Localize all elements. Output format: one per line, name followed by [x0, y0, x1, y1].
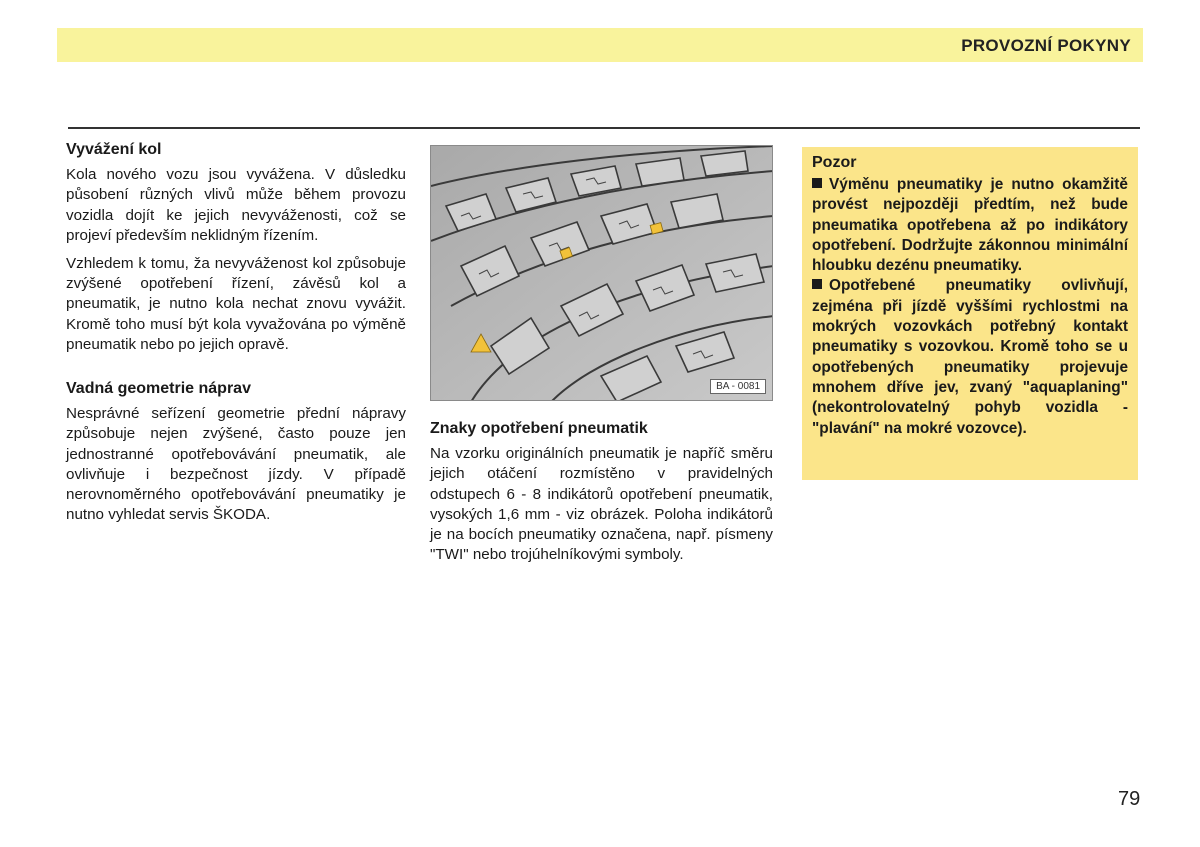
section-heading-axle-geometry: Vadná geometrie náprav [66, 380, 251, 398]
section-heading-wheel-balancing: Vyvážení kol [66, 141, 162, 158]
paragraph: Kola nového vozu jsou vyvážena. V důsledku působení různých vlivů může během provozu vozidla dojít ke jejich nevyváženosti, což se projeví především neklidným řízením. [66, 166, 406, 244]
warning-item-text: Opotřebené pneumatiky ovlivňují, zejména při jízdě vyššími rychlostmi na mokrých vozovkách potřebný kontakt pneumatiky s vozovkou. Kromě toho se u opotřebených pneumatiky projevuje mnohem dříve jev, zvaný "aquaplaning" (nekontrolovatelný pohyb vozidla - "plavání" na mokré vozovce). [812, 277, 1128, 437]
warning-box [802, 147, 1138, 480]
warning-title: Pozor [812, 154, 857, 171]
bullet-square-icon [812, 279, 822, 289]
middle-column [430, 145, 773, 565]
warning-item [812, 276, 1128, 438]
paragraph: Vzhledem k tomu, ža nevyváženost kol způsobuje zvýšené opotřebení řízení, závěsů kol a pneumatik, je nutno kola nechat znovu vyvážit. Kromě toho musí být kola vyvažována po výměně pneumatik nebo po jejich opravě. [66, 255, 406, 353]
warning-item [812, 175, 1128, 276]
warning-item-text: Výměnu pneumatiky je nutno okamžitě provést nejpozději předtím, než bude pneumatika opotřebena až po indikátory opotřebení. Dodržujte zákonnou minimální hloubku dezénu pneumatiky. [812, 176, 1128, 275]
paragraph: Na vzorku originálních pneumatik je napříč směru jejich otáčení rozmístěno v pravidelných odstupech 6 - 8 indikátorů opotřebení pneumatik, vysokých 1,6 mm - viz obrázek. Poloha indikátorů je na bocích pneumatiky označena, např. písmeny "TWI" nebo trojúhelníkovými symboly. [430, 445, 773, 564]
page-number: 79 [1118, 788, 1141, 810]
figure-label: BA - 0081 [710, 379, 766, 394]
paragraph: Nesprávné seřízení geometrie přední nápravy způsobuje nejen zvýšené, často pouze jen jednostranné opotřebovávání pneumatik, ale ovlivňuje i bezpečnost jízdy. V případě nerovnoměrného opotřebovávání pneumatiky je nutno vyhledat servis ŠKODA. [66, 405, 406, 524]
header-band [57, 28, 1143, 62]
left-column [66, 140, 406, 525]
bullet-square-icon [812, 178, 822, 188]
header-title: PROVOZNÍ POKYNY [961, 36, 1131, 55]
horizontal-rule [68, 127, 1140, 129]
section-heading-tire-wear: Znaky opotřebení pneumatik [430, 420, 648, 437]
